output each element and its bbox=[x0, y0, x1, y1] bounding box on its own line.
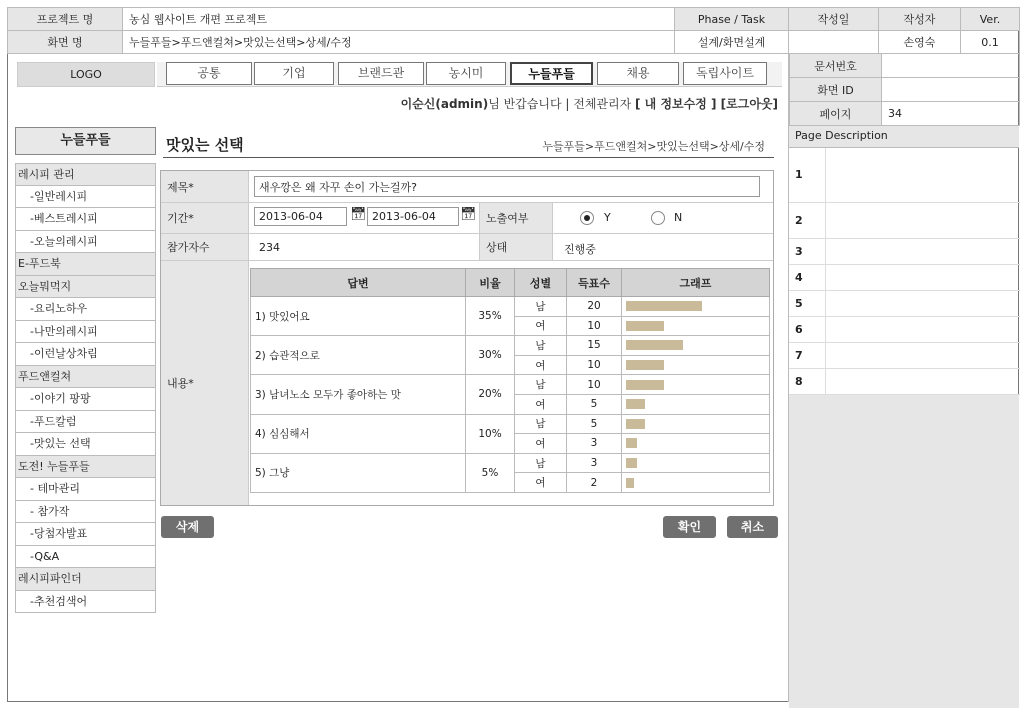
gender: 남 bbox=[515, 375, 567, 395]
graph-cell bbox=[622, 355, 770, 375]
vote-count: 3 bbox=[567, 434, 622, 454]
lnb-category[interactable]: 푸드앤컬쳐 bbox=[15, 366, 156, 389]
lnb-item[interactable]: -이런날상차림 bbox=[15, 343, 156, 366]
graph-cell bbox=[622, 316, 770, 336]
gender: 남 bbox=[515, 414, 567, 434]
exposure-y-label: Y bbox=[604, 211, 611, 224]
desc-row-number: 7 bbox=[789, 342, 825, 368]
page-description-title: Page Description bbox=[789, 126, 1019, 148]
graph-cell bbox=[622, 414, 770, 434]
start-date-input[interactable]: 2013-06-04 bbox=[254, 207, 347, 226]
exposure-label: 노출여부 bbox=[479, 203, 553, 233]
page-value: 34 bbox=[882, 102, 1020, 126]
vote-bar bbox=[626, 340, 683, 350]
participants-value: 234 bbox=[259, 241, 280, 254]
title-label: 제목* bbox=[161, 171, 249, 202]
result-row bbox=[251, 414, 770, 434]
lnb-item[interactable]: -푸드칼럼 bbox=[15, 411, 156, 434]
screen-label: 화면 명 bbox=[8, 31, 123, 54]
answer-text: 3) 남녀노소 모두가 좋아하는 맛 bbox=[251, 375, 466, 414]
lnb-title: 누들푸들 bbox=[15, 127, 156, 155]
desc-row-number: 2 bbox=[789, 202, 825, 238]
gender: 여 bbox=[515, 355, 567, 375]
desc-row-number: 5 bbox=[789, 290, 825, 316]
delete-button[interactable]: 삭제 bbox=[161, 516, 214, 538]
participants-label: 참가자수 bbox=[161, 234, 249, 260]
vote-count: 15 bbox=[567, 336, 622, 356]
lnb-item[interactable]: -추천검색어 bbox=[15, 591, 156, 614]
result-row bbox=[251, 453, 770, 473]
lnb-category[interactable]: E-푸드북 bbox=[15, 253, 156, 276]
user-info bbox=[401, 95, 778, 112]
phase-value: 설계/화면설계 bbox=[675, 31, 789, 54]
author-value: 손영숙 bbox=[879, 31, 961, 54]
screen-value: 누들푸들>푸드앤컬쳐>맛있는선택>상세/수정 bbox=[123, 31, 675, 54]
graph-cell bbox=[622, 297, 770, 317]
result-row bbox=[251, 375, 770, 395]
breadcrumb: 누들푸들>푸드앤컬쳐>맛있는선택>상세/수정 bbox=[542, 140, 765, 153]
gender: 여 bbox=[515, 316, 567, 336]
meta-table bbox=[789, 53, 1020, 126]
lnb-item[interactable]: -맛있는 선택 bbox=[15, 433, 156, 456]
answer-text: 4) 심심해서 bbox=[251, 414, 466, 453]
gender: 남 bbox=[515, 336, 567, 356]
lnb-item[interactable]: - 참가작 bbox=[15, 501, 156, 524]
col-answer: 답변 bbox=[251, 269, 466, 297]
answer-text: 5) 그냥 bbox=[251, 453, 466, 492]
vote-count: 10 bbox=[567, 375, 622, 395]
ver-label: Ver. bbox=[961, 8, 1020, 31]
gender: 여 bbox=[515, 394, 567, 414]
vote-bar bbox=[626, 458, 637, 468]
lnb-item[interactable]: -베스트레시피 bbox=[15, 208, 156, 231]
gender: 여 bbox=[515, 434, 567, 454]
right-panel bbox=[788, 53, 1019, 702]
result-row bbox=[251, 297, 770, 317]
gender: 남 bbox=[515, 297, 567, 317]
lnb-category[interactable]: 오늘뭐먹지 bbox=[15, 276, 156, 299]
page-description-rows bbox=[789, 148, 1020, 395]
title-divider bbox=[163, 157, 774, 158]
exposure-n-label: N bbox=[674, 211, 683, 224]
gnb-tab-brand[interactable]: 브랜드관 bbox=[338, 62, 424, 85]
project-value: 농심 웹사이트 개편 프로젝트 bbox=[123, 8, 675, 31]
gnb-tab-company[interactable]: 기업 bbox=[254, 62, 334, 85]
content-label: 내용* bbox=[161, 261, 249, 505]
result-row bbox=[251, 336, 770, 356]
date-label: 작성일 bbox=[789, 8, 879, 31]
gnb-tab-independent-site[interactable]: 독립사이트 bbox=[683, 62, 767, 85]
answer-ratio: 35% bbox=[466, 297, 515, 336]
global-nav bbox=[157, 62, 782, 87]
desc-row-number: 8 bbox=[789, 368, 825, 394]
project-label: 프로젝트 명 bbox=[8, 8, 123, 31]
vote-bar bbox=[626, 301, 702, 311]
vote-bar bbox=[626, 419, 645, 429]
participants-row bbox=[161, 234, 773, 261]
phase-label: Phase / Task bbox=[675, 8, 789, 31]
title-input[interactable]: 새우깡은 왜 자꾸 손이 가는걸까? bbox=[254, 176, 760, 197]
gnb-tab-nongsimi[interactable]: 농시미 bbox=[426, 62, 506, 85]
vote-count: 5 bbox=[567, 394, 622, 414]
gnb-divider bbox=[157, 86, 782, 87]
gnb-tab-common[interactable]: 공통 bbox=[166, 62, 252, 85]
user-links[interactable]: [ 내 정보수정 ] [로그아웃] bbox=[635, 97, 778, 111]
date-value bbox=[789, 31, 879, 54]
gnb-tab-recruit[interactable]: 채용 bbox=[597, 62, 679, 85]
answer-ratio: 5% bbox=[466, 453, 515, 492]
lnb-item[interactable]: -당첨자발표 bbox=[15, 523, 156, 546]
desc-row-number: 6 bbox=[789, 316, 825, 342]
page-description-empty bbox=[789, 395, 1019, 708]
page-label: 페이지 bbox=[790, 102, 882, 126]
lnb-category[interactable]: 도전! 누들푸들 bbox=[15, 456, 156, 479]
vote-bar bbox=[626, 438, 637, 448]
results-table bbox=[250, 268, 770, 493]
lnb-item[interactable]: -오늘의레시피 bbox=[15, 231, 156, 254]
col-gender: 성별 bbox=[515, 269, 567, 297]
lnb-item[interactable]: -나만의레시피 bbox=[15, 321, 156, 344]
col-graph: 그래프 bbox=[622, 269, 770, 297]
screen-id-value bbox=[882, 78, 1020, 102]
vote-bar bbox=[626, 399, 645, 409]
answer-text: 2) 습관적으로 bbox=[251, 336, 466, 375]
document-header bbox=[7, 7, 1020, 54]
vote-bar bbox=[626, 478, 634, 488]
lnb-item[interactable]: -이야기 팡팡 bbox=[15, 388, 156, 411]
graph-cell bbox=[622, 375, 770, 395]
gender: 여 bbox=[515, 473, 567, 493]
answer-ratio: 10% bbox=[466, 414, 515, 453]
gender: 남 bbox=[515, 453, 567, 473]
ver-value: 0.1 bbox=[961, 31, 1020, 54]
period-row bbox=[161, 203, 773, 234]
vote-count: 10 bbox=[567, 316, 622, 336]
exposure-y-radio[interactable] bbox=[580, 211, 594, 225]
vote-bar bbox=[626, 321, 664, 331]
vote-bar bbox=[626, 380, 664, 390]
vote-bar bbox=[626, 360, 664, 370]
graph-cell bbox=[622, 394, 770, 414]
end-date-input[interactable]: 2013-06-04 bbox=[367, 207, 459, 226]
cancel-button[interactable]: 취소 bbox=[727, 516, 778, 538]
vote-count: 10 bbox=[567, 355, 622, 375]
vote-count: 20 bbox=[567, 297, 622, 317]
calendar-icon[interactable]: 📅︎ bbox=[460, 207, 477, 222]
logo[interactable]: LOGO bbox=[17, 62, 155, 87]
edit-form bbox=[160, 170, 774, 506]
author-label: 작성자 bbox=[879, 8, 961, 31]
exposure-n-radio[interactable] bbox=[651, 211, 665, 225]
user-name: 이순신(admin) bbox=[400, 97, 489, 111]
screen-id-label: 화면 ID bbox=[790, 78, 882, 102]
lnb-item[interactable]: -일반레시피 bbox=[15, 186, 156, 209]
lnb-item[interactable]: -요리노하우 bbox=[15, 298, 156, 321]
answer-text: 1) 맛있어요 bbox=[251, 297, 466, 336]
desc-row-number: 3 bbox=[789, 238, 825, 264]
lnb-category[interactable]: 레시피 관리 bbox=[15, 163, 156, 186]
gnb-tab-noodlefoodle[interactable]: 누들푸들 bbox=[510, 62, 593, 85]
graph-cell bbox=[622, 434, 770, 454]
page-title: 맛있는 선택 bbox=[166, 136, 244, 154]
left-nav bbox=[15, 163, 156, 613]
graph-cell bbox=[622, 473, 770, 493]
desc-row-number: 4 bbox=[789, 264, 825, 290]
lnb-item[interactable]: -Q&A bbox=[15, 546, 156, 569]
vote-count: 5 bbox=[567, 414, 622, 434]
vote-count: 3 bbox=[567, 453, 622, 473]
col-votes: 득표수 bbox=[567, 269, 622, 297]
lnb-category[interactable]: 레시피파인더 bbox=[15, 568, 156, 591]
graph-cell bbox=[622, 336, 770, 356]
vote-count: 2 bbox=[567, 473, 622, 493]
graph-cell bbox=[622, 453, 770, 473]
doc-no-value bbox=[882, 54, 1020, 78]
calendar-icon[interactable]: 📅︎ bbox=[350, 207, 367, 222]
status-label: 상태 bbox=[479, 234, 553, 260]
status-value: 진행중 bbox=[564, 243, 596, 256]
answer-ratio: 30% bbox=[466, 336, 515, 375]
answer-ratio: 20% bbox=[466, 375, 515, 414]
confirm-button[interactable]: 확인 bbox=[663, 516, 716, 538]
period-label: 기간* bbox=[161, 203, 249, 233]
user-greeting: 님 반갑습니다 | 전체관리자 bbox=[488, 97, 636, 111]
col-ratio: 비율 bbox=[466, 269, 515, 297]
desc-row-number: 1 bbox=[789, 148, 825, 202]
lnb-item[interactable]: - 테마관리 bbox=[15, 478, 156, 501]
title-row bbox=[161, 171, 773, 203]
doc-no-label: 문서번호 bbox=[790, 54, 882, 78]
